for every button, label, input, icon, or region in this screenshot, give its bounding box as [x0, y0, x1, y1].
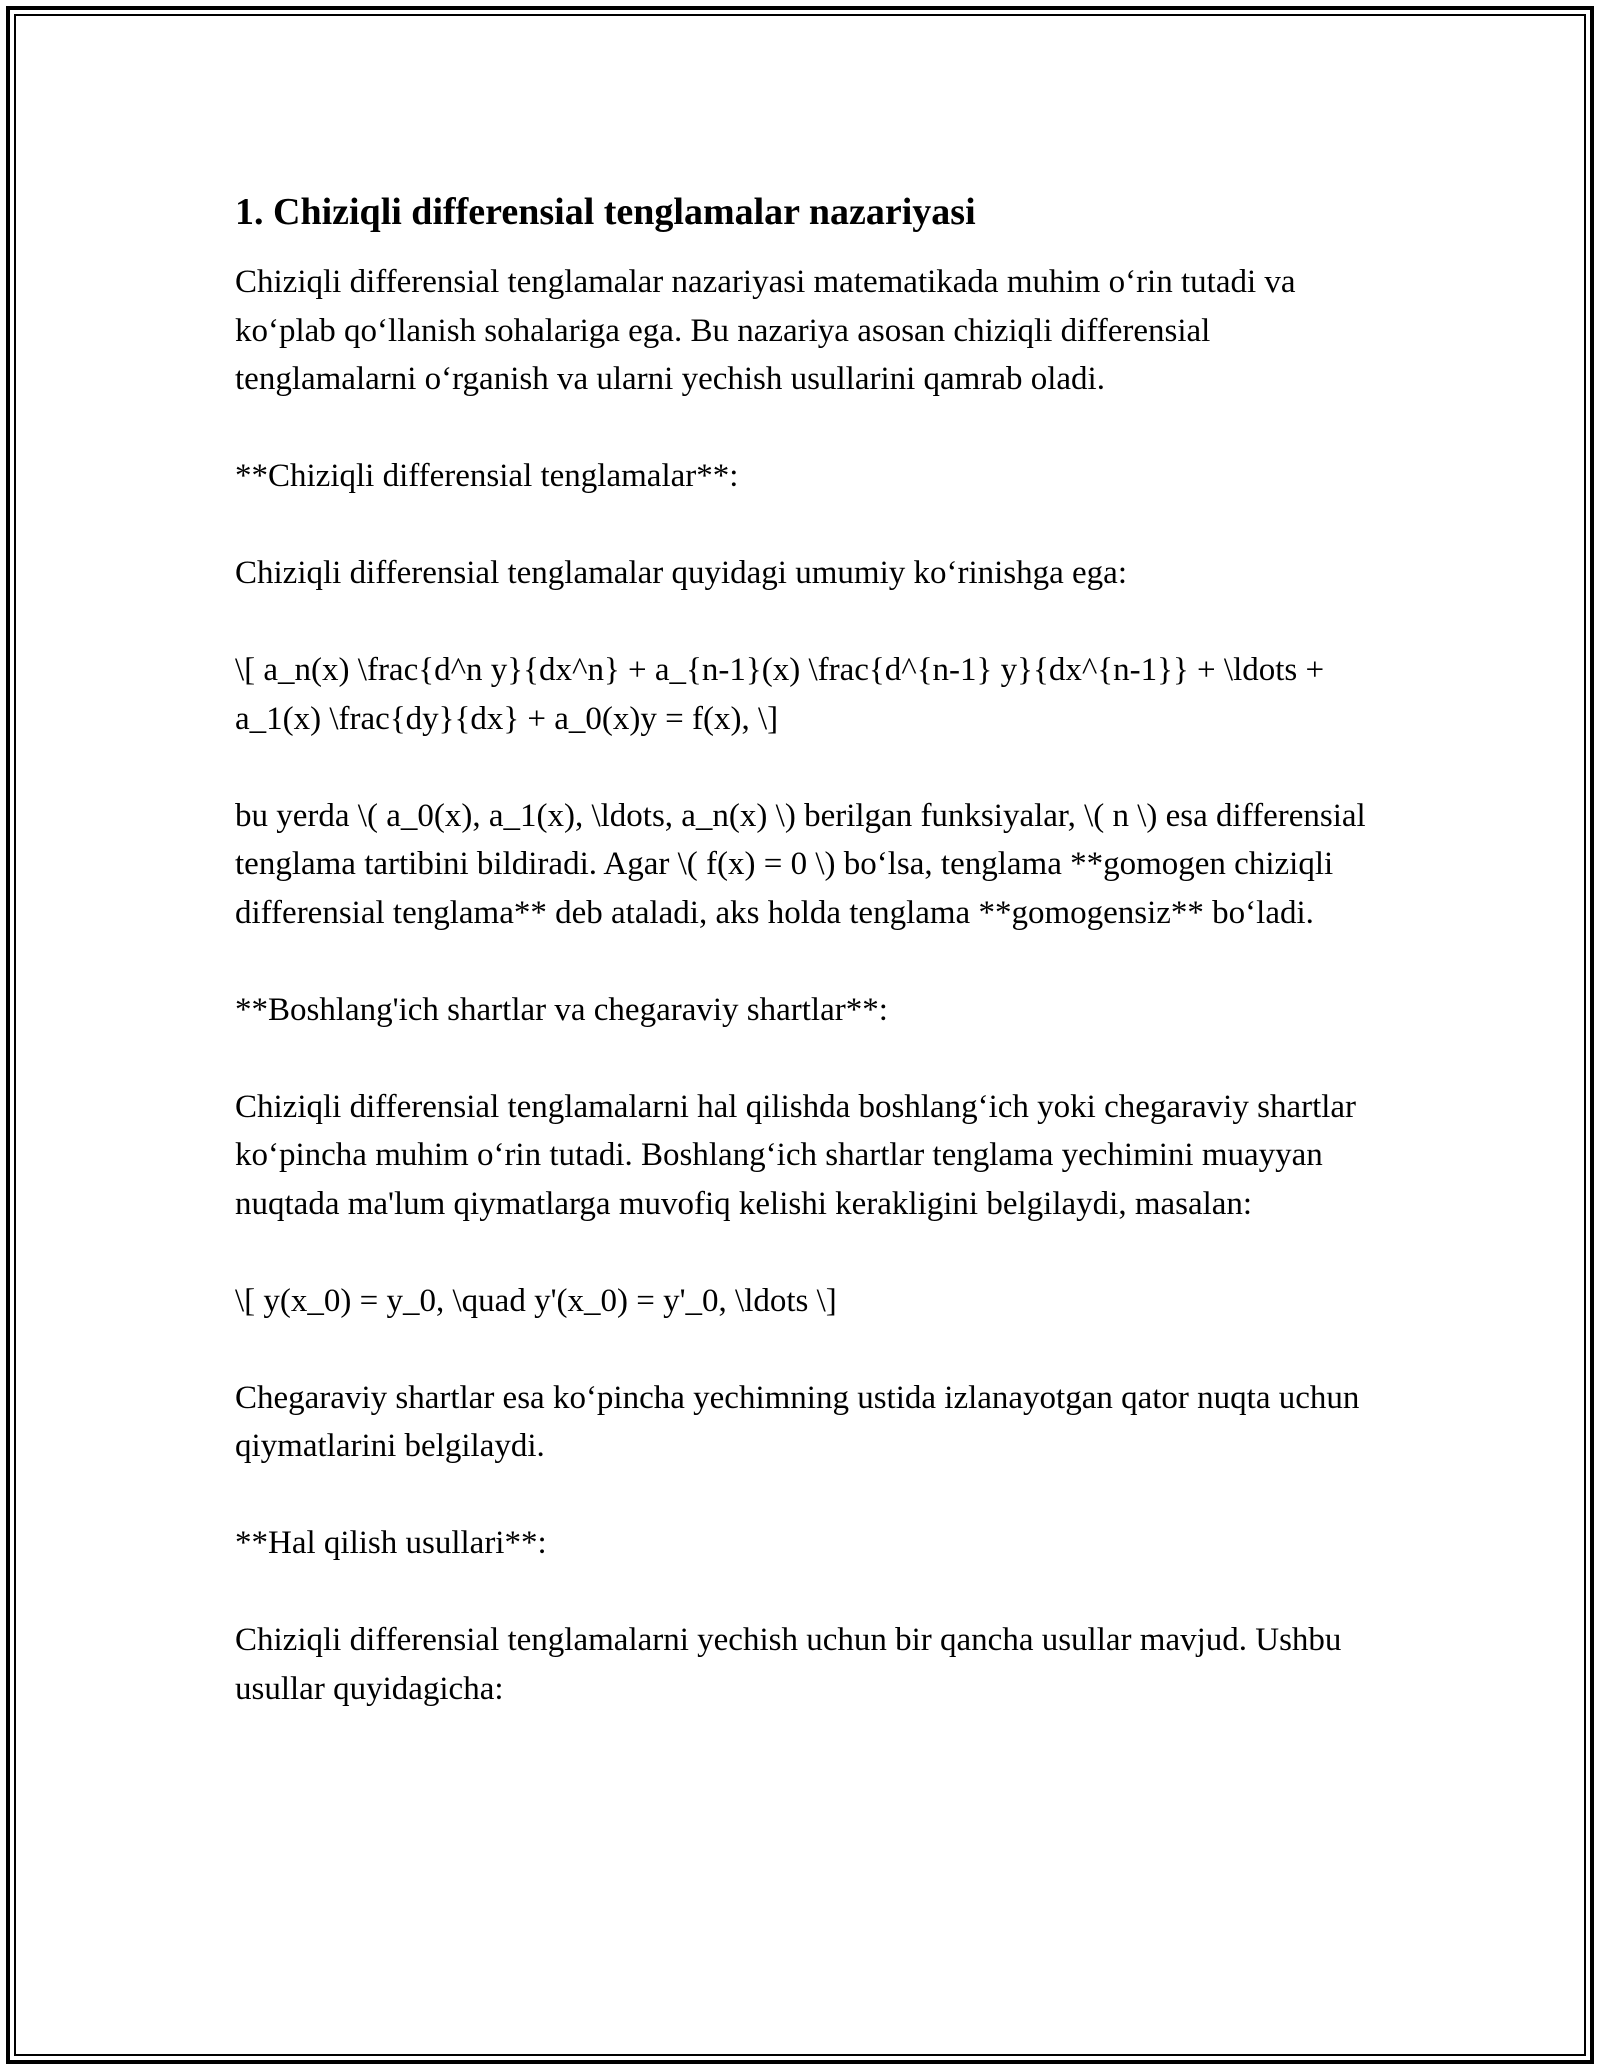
methods-intro-paragraph: Chiziqli differensial tenglamalarni yechish uchun bir qancha usullar mavjud. Ushbu usullar quyidagicha: [235, 1622, 1342, 1707]
subheading-solution-methods: **Hal qilish usullari**: [235, 1525, 547, 1561]
initial-conditions-equation: \[ y(x_0) = y_0, \quad y'(x_0) = y'_0, \ldots \] [235, 1282, 837, 1319]
subheading-linear-equations: **Chiziqli differensial tenglamalar**: [235, 458, 739, 494]
boundary-conditions-paragraph: Chegaraviy shartlar esa ko‘pincha yechimning ustida izlanayotgan qator nuqta uchun qiymatlarini belgilaydi. [235, 1379, 1360, 1464]
conditions-paragraph: Chiziqli differensial tenglamalarni hal qilishda boshlang‘ich yoki chegaraviy shartlar ko‘pincha muhim o‘rin tutadi. Boshlang‘ich shartlar tenglama yechimini muayyan nuqtada ma'lum qiymatlarga muvofiq kelishi kerakligini belgilaydi, masalan: [235, 1088, 1357, 1222]
definition-paragraph: bu yerda \( a_0(x), a_1(x), \ldots, a_n(x) \) berilgan funksiyalar, \( n \) esa differensial tenglama tartibini bildiradi. Agar \( f(x) = 0 \) bo‘lsa, tenglama **gomogen chiziqli differensial tenglama** deb ataladi, aks holda tenglama **gomogensiz** bo‘ladi. [235, 797, 1366, 931]
section-heading: 1. Chiziqli differensial tenglamalar nazariyasi [235, 191, 976, 233]
general-form-intro: Chiziqli differensial tenglamalar quyidagi umumiy ko‘rinishga ega: [235, 555, 1127, 591]
subheading-conditions: **Boshlang'ich shartlar va chegaraviy shartlar**: [235, 991, 888, 1028]
document-body [235, 186, 1385, 1762]
intro-paragraph: Chiziqli differensial tenglamalar nazariyasi matematikada muhim o‘rin tutadi va ko‘plab qo‘llanish sohalariga ega. Bu nazariya asosan chiziqli differensial tenglamalarni o‘rganish va ularni yechish usullarini qamrab oladi. [235, 264, 1296, 397]
general-form-equation: \[ a_n(x) \frac{d^n y}{dx^n} + a_{n-1}(x) \frac{d^{n-1} y}{dx^{n-1}} + \ldots + a_1(x) \frac{dy}{dx} + a_0(x)y = f(x), \] [235, 652, 1325, 737]
